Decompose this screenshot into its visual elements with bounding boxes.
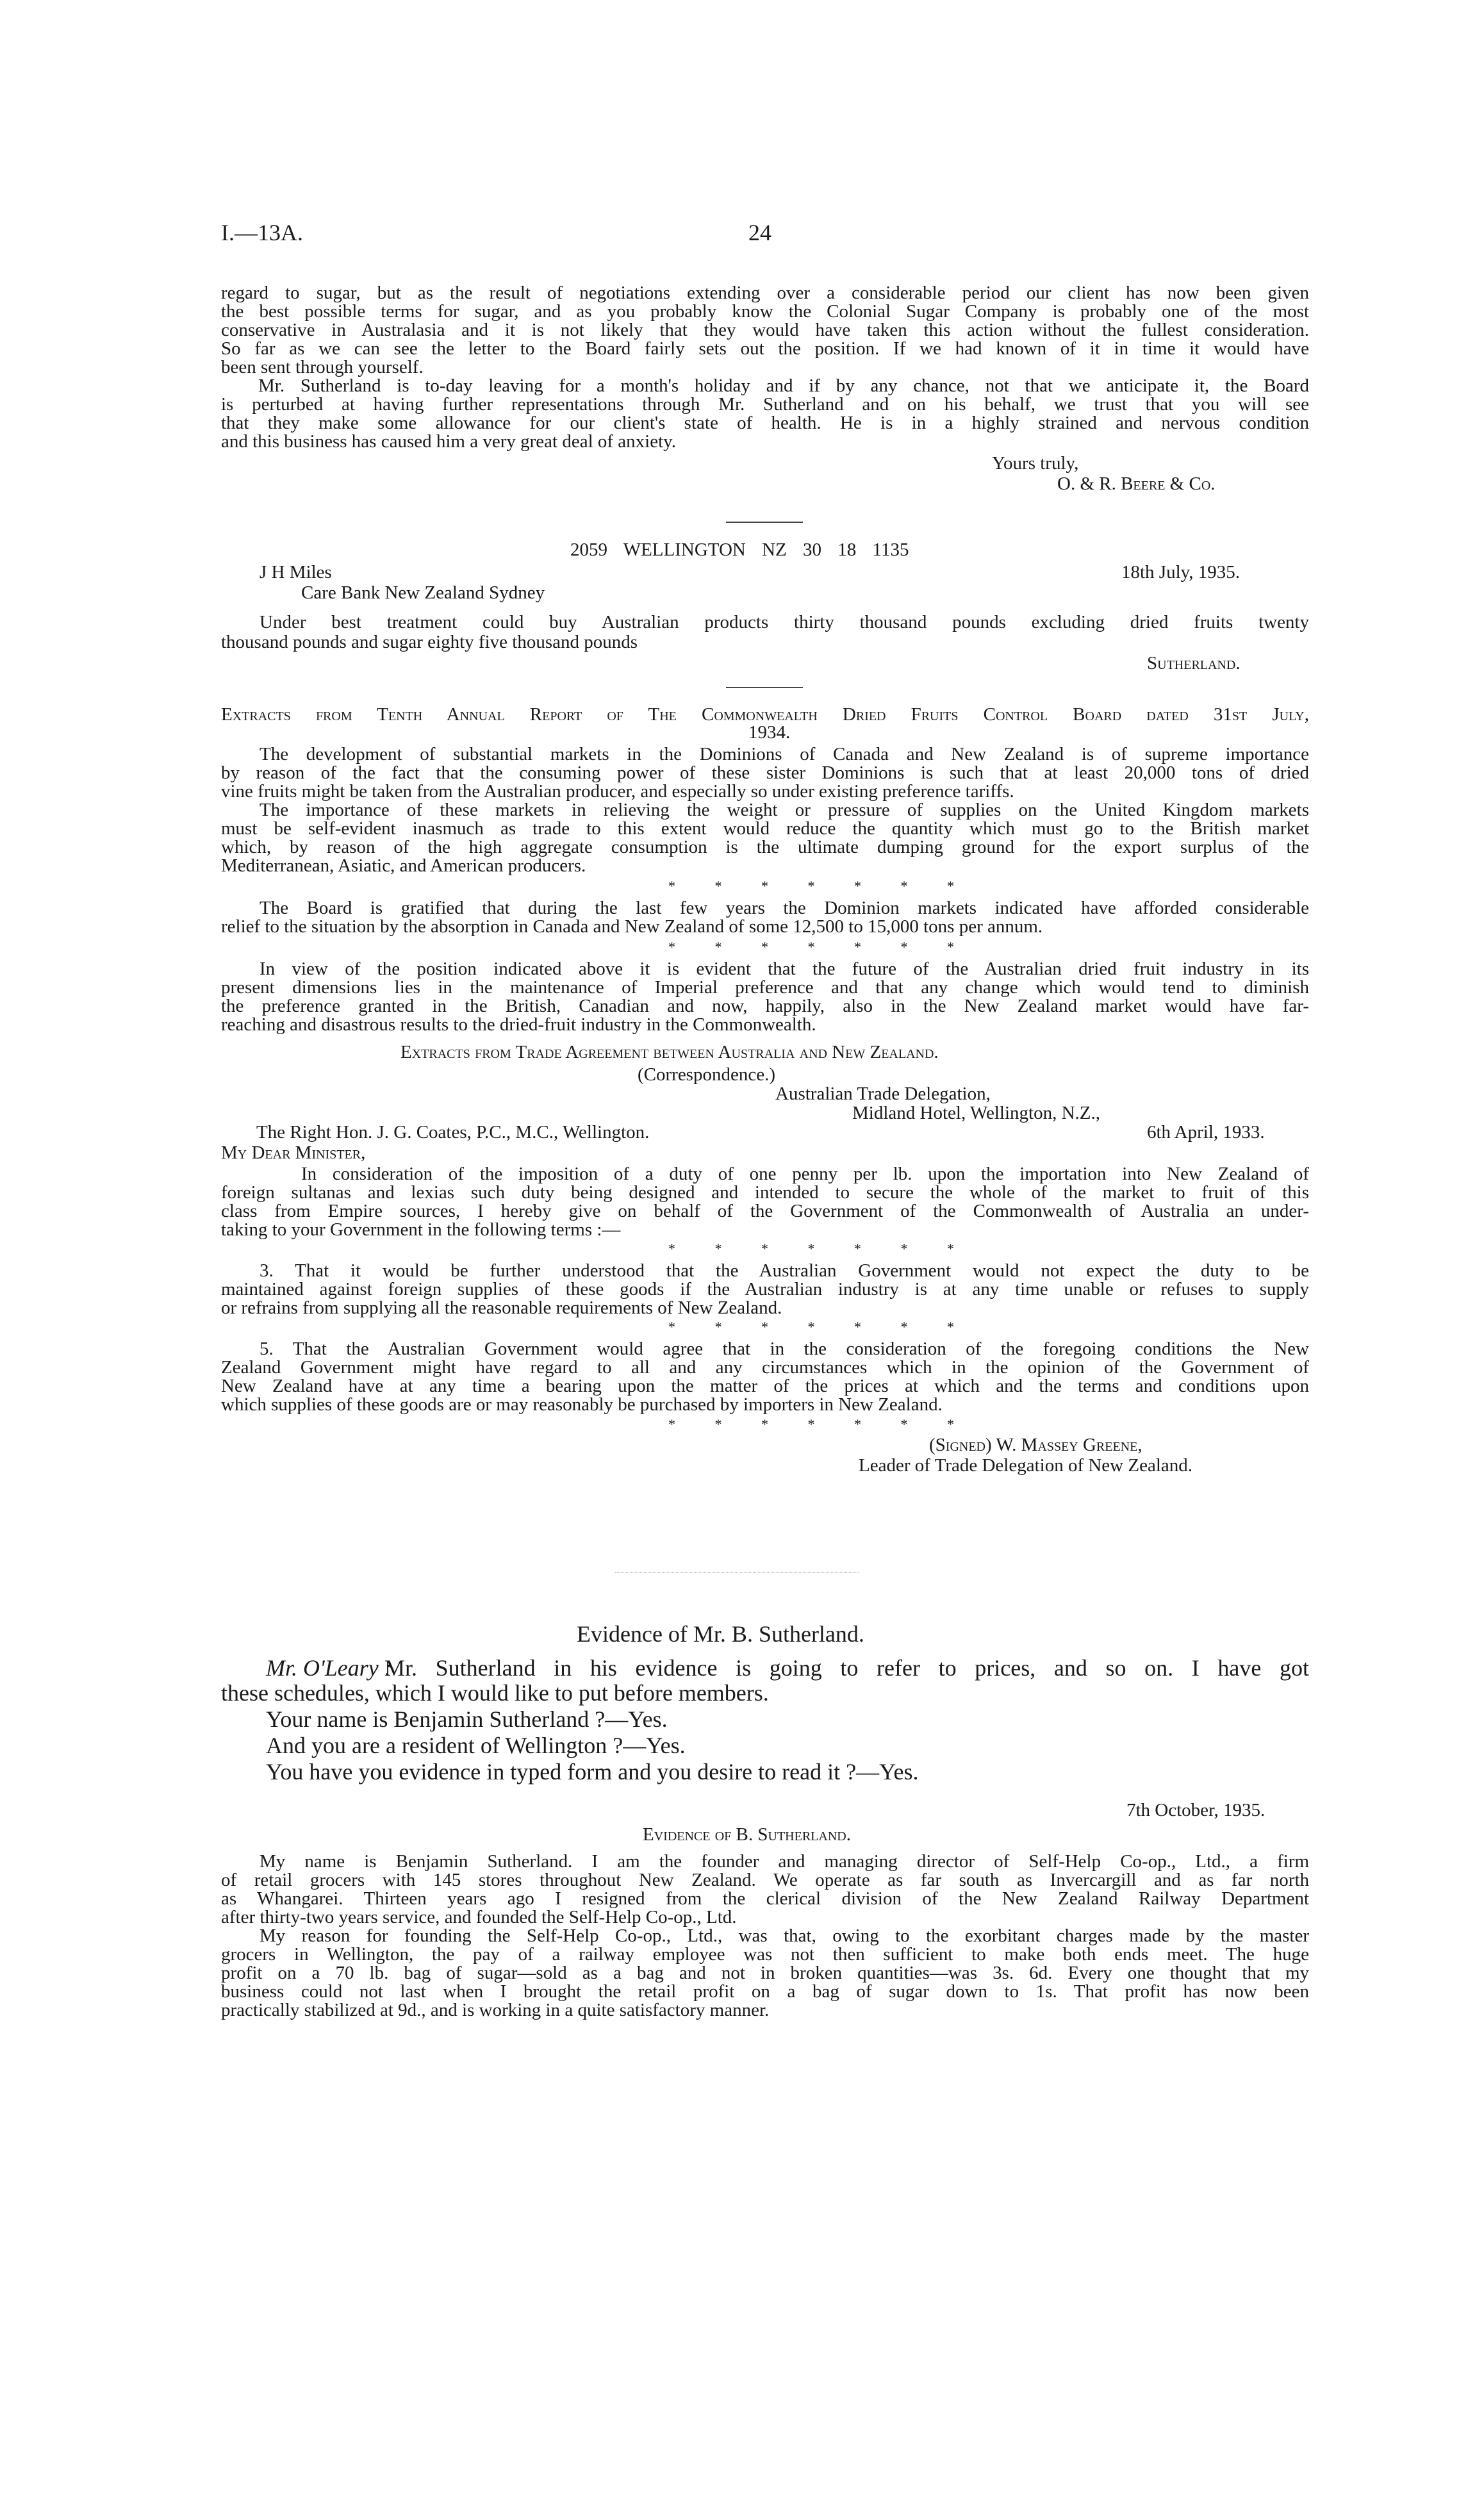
trade-line: 5. That the Australian Government would agree that in the consideration of the foregoing conditions the New xyxy=(260,1339,1309,1358)
report-line: present dimensions lies in the maintenance of Imperial preference and that any change which would tend to diminish xyxy=(221,978,1309,997)
letter-line: Mr. Sutherland is to-day leaving for a month's holiday and if by any chance, not that we anticipate it, the Board xyxy=(258,376,1309,395)
evidence-statement-line: practically stabilized at 9d., and is working in a quite satisfactory manner. xyxy=(221,2000,770,2020)
evidence-statement-line: profit on a 70 lb. bag of sugar—sold as a bag and not in broken quantities—was 3s. 6d. Every one thought that my xyxy=(221,1963,1309,1983)
signed-title: Leader of Trade Delegation of New Zealand. xyxy=(859,1455,1192,1476)
letter-line: So far as we can see the letter to the Board fairly sets out the position. If we had known of it in time it would have xyxy=(221,339,1309,358)
evidence-statement-line: of retail grocers with 145 stores throughout New Zealand. We operate as far south as Invercargill and as far north xyxy=(221,1870,1309,1890)
trade-line: 3. That it would be further understood that the Australian Government would not expect the duty to be xyxy=(260,1261,1309,1280)
trade-line: class from Empire sources, I hereby give on behalf of the Government of the Commonwealth of Australia an under- xyxy=(221,1201,1309,1221)
trade-line: taking to your Government in the following terms :— xyxy=(221,1219,621,1240)
section-heading-year: 1934. xyxy=(748,722,791,743)
ellipsis-stars: * * * * * * * xyxy=(668,1241,972,1257)
evidence-statement-line: My name is Benjamin Sutherland. I am the founder and managing director of Self-Help Co-op., Ltd., a firm xyxy=(260,1852,1309,1871)
trade-line: Zealand Government might have regard to all and any circumstances which in the opinion of the Government of xyxy=(221,1358,1309,1377)
report-line: must be self-evident inasmuch as trade to this extent would reduce the quantity which must go to the British market xyxy=(221,819,1309,838)
trade-line: which supplies of these goods are or may reasonably be purchased by importers in New Zealand. xyxy=(221,1394,943,1415)
letter-line: been sent through yourself. xyxy=(221,357,424,377)
ellipsis-stars: * * * * * * * xyxy=(668,878,972,894)
report-line: by reason of the fact that the consuming power of these sister Dominions is such that at least 20,000 tons of dried xyxy=(221,763,1309,782)
letter-line: the best possible terms for sugar, and as you probably know the Colonial Sugar Company is probably one of the most xyxy=(221,302,1309,321)
divider xyxy=(726,687,803,688)
trade-line: maintained against foreign supplies of these goods if the Australian industry is at any time unable or refuses to supply xyxy=(221,1280,1309,1299)
evidence-statement-line: My reason for founding the Self-Help Co-op., Ltd., was that, owing to the exorbitant charges made by the master xyxy=(260,1926,1309,1945)
letter-salutation: My Dear Minister, xyxy=(221,1142,366,1163)
letter-line: is perturbed at having further representations through Mr. Sutherland and on his behalf, we trust that you will see xyxy=(221,395,1309,414)
letter-line: conservative in Australasia and it is not likely that they would have taken this action without the fullest consideration. xyxy=(221,320,1309,340)
telegram-address: Care Bank New Zealand Sydney xyxy=(301,582,545,603)
report-line: vine fruits might be taken from the Australian producer, and especially so under existing preference tariffs. xyxy=(221,781,1014,802)
evidence-statement-line: as Whangarei. Thirteen years ago I resigned from the clerical division of the New Zealand Railway Department xyxy=(221,1889,1309,1908)
speaker-name: Mr. O'Leary : xyxy=(266,1655,392,1681)
evidence-date: 7th October, 1935. xyxy=(1126,1800,1266,1820)
letter-line: and this business has caused him a very great deal of anxiety. xyxy=(221,431,677,452)
report-line: The Board is gratified that during the last few years the Dominion markets indicated have afforded considerable xyxy=(260,898,1309,918)
signed-line: (Signed) W. Massey Greene, xyxy=(929,1435,1142,1455)
ellipsis-stars: * * * * * * * xyxy=(668,1319,972,1335)
section-heading: Extracts from Tenth Annual Report of The Commonwealth Dried Fruits Control Board dated 31st July, xyxy=(221,705,1309,724)
telegram-date: 18th July, 1935. xyxy=(1121,562,1241,582)
evidence-subheading: Evidence of B. Sutherland. xyxy=(643,1824,851,1845)
telegram-signature: Sutherland. xyxy=(1147,653,1241,673)
evidence-question: And you are a resident of Wellington ?—Yes. xyxy=(266,1733,686,1758)
trade-line: foreign sultanas and lexias such duty being designed and intended to secure the whole of the market to fruit of this xyxy=(221,1183,1309,1202)
section-subheading: (Correspondence.) xyxy=(638,1064,775,1085)
evidence-line: Mr. Sutherland in his evidence is going to refer to prices, and so on. I have got xyxy=(384,1655,1309,1681)
evidence-line: these schedules, which I would like to put before members. xyxy=(221,1680,769,1706)
evidence-statement-line: business could not last when I brought the retail profit on a bag of sugar down to 1s. That profit has now been xyxy=(221,1982,1309,2001)
trade-line: New Zealand have at any time a bearing upon the matter of the prices at which and the terms and conditions upon xyxy=(221,1376,1309,1396)
letter-from-line: Australian Trade Delegation, xyxy=(775,1084,991,1104)
letter-signature: O. & R. Beere & Co. xyxy=(1057,474,1216,494)
evidence-question: Your name is Benjamin Sutherland ?—Yes. xyxy=(266,1706,668,1732)
page-reference: I.—13A. xyxy=(221,220,303,245)
letter-recipient: The Right Hon. J. G. Coates, P.C., M.C., Wellington. xyxy=(256,1122,650,1142)
report-line: relief to the situation by the absorption in Canada and New Zealand of some 12,500 to 15,000 tons per annum. xyxy=(221,916,1043,937)
report-line: The development of substantial markets in the Dominions of Canada and New Zealand is of supreme importance xyxy=(260,745,1309,764)
evidence-heading: Evidence of Mr. B. Sutherland. xyxy=(577,1621,864,1647)
trade-line: or refrains from supplying all the reasonable requirements of New Zealand. xyxy=(221,1298,782,1318)
ellipsis-stars: * * * * * * * xyxy=(668,1416,972,1432)
report-line: which, by reason of the high aggregate consumption is the ultimate dumping ground for the export surplus of the xyxy=(221,837,1309,857)
section-heading: Extracts from Trade Agreement between Australia and New Zealand. xyxy=(400,1042,939,1062)
letter-date: 6th April, 1933. xyxy=(1147,1122,1265,1142)
divider xyxy=(726,522,803,523)
evidence-statement-line: after thirty-two years service, and founded the Self-Help Co-op., Ltd. xyxy=(221,1907,737,1927)
report-line: The importance of these markets in relieving the weight or pressure of supplies on the United Kingdom markets xyxy=(260,800,1309,820)
telegram-line: Under best treatment could buy Australian products thirty thousand pounds excluding dried fruits twenty xyxy=(260,613,1309,632)
page-number: 24 xyxy=(748,220,771,245)
letter-closing: Yours truly, xyxy=(992,453,1079,474)
telegram-addressee: J H Miles xyxy=(260,562,332,582)
trade-line: In consideration of the imposition of a duty of one penny per lb. upon the importation into New Zealand of xyxy=(301,1164,1309,1184)
report-line: reaching and disastrous results to the dried-fruit industry in the Commonwealth. xyxy=(221,1014,816,1035)
letter-line: regard to sugar, but as the result of negotiations extending over a considerable period our client has now been given xyxy=(221,283,1309,302)
telegram-line: thousand pounds and sugar eighty five thousand pounds xyxy=(221,632,638,652)
telegram-header: 2059 WELLINGTON NZ 30 18 1135 xyxy=(570,540,909,560)
report-line: In view of the position indicated above it is evident that the future of the Australian dried fruit industry in its xyxy=(260,959,1309,978)
evidence-question: You have you evidence in typed form and you desire to read it ?—Yes. xyxy=(266,1759,919,1785)
letter-line: that they make some allowance for our client's state of health. He is in a highly strained and nervous condition xyxy=(221,413,1309,433)
report-line: the preference granted in the British, Canadian and now, happily, also in the New Zealand market would have far- xyxy=(221,996,1309,1016)
evidence-statement-line: grocers in Wellington, the pay of a railway employee was not then sufficient to make both ends meet. The huge xyxy=(221,1945,1309,1964)
letter-from-line: Midland Hotel, Wellington, N.Z., xyxy=(852,1103,1100,1123)
ellipsis-stars: * * * * * * * xyxy=(668,939,972,955)
report-line: Mediterranean, Asiatic, and American producers. xyxy=(221,855,586,876)
